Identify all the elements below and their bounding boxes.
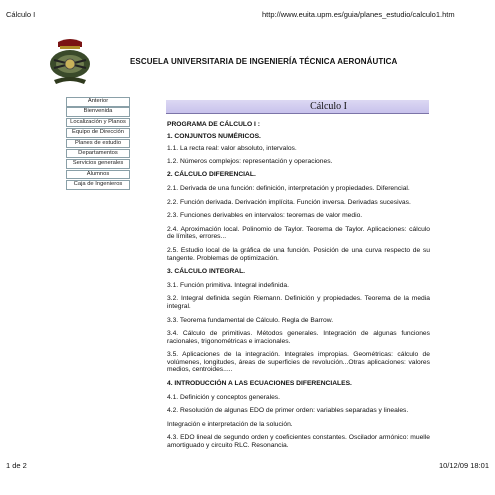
page-title-banner	[166, 100, 429, 114]
nav-anterior[interactable]: Anterior	[66, 97, 130, 107]
nav-departamentos[interactable]: Departamentos	[66, 149, 130, 159]
section-heading: 1. CONJUNTOS NUMÉRICOS.	[167, 132, 261, 140]
topic-item: 4.2. Resolución de algunas EDO de primer orden: variables separadas y lineales.	[167, 407, 409, 415]
section-heading: 2. CÁLCULO DIFERENCIAL.	[167, 171, 256, 179]
nav-localizacion[interactable]: Localización y Planos	[66, 118, 130, 128]
topic-item: 1.2. Números complejos: representación y operaciones.	[167, 157, 333, 165]
page-title: Cálculo I	[310, 101, 347, 112]
topic-item: 2.4. Aproximación local. Polinomio de Taylor. Teorema de Taylor. Aplicaciones: cálculo de límites, errores...	[167, 225, 430, 241]
print-header-url: http://www.euita.upm.es/guia/planes_estudio/calculo1.htm	[262, 10, 455, 19]
topic-item: 4.3. EDO lineal de segundo orden y coeficientes constantes. Oscilador armónico: muelle amortiguado y circuito RLC. Resonancia.	[167, 434, 430, 450]
program-title: PROGRAMA DE CÁLCULO I :	[167, 121, 261, 128]
program-content	[167, 121, 430, 450]
topic-item: 1.1. La recta real: valor absoluto, intervalos.	[167, 145, 297, 153]
print-header-title: Cálculo I	[6, 10, 36, 19]
nav-alumnos[interactable]: Alumnos	[66, 170, 130, 180]
topic-item: 3.5. Aplicaciones de la integración. Integrales impropias. Geométricas: cálculo de volúmenes, longitudes, áreas de superficies de revolución...Otras aplicaciones: valores medios, centroides.....	[167, 351, 430, 374]
university-crest-icon	[48, 38, 92, 86]
school-name: ESCUELA UNIVERSITARIA DE INGENIERÍA TÉCNICA AERONÁUTICA	[130, 57, 398, 66]
print-footer-page: 1 de 2	[6, 461, 27, 470]
topic-item: 3.3. Teorema fundamental de Cálculo. Regla de Barrow.	[167, 316, 334, 324]
nav-planes-estudio[interactable]: Planes de estudio	[66, 139, 130, 149]
section-heading: 3. CÁLCULO INTEGRAL.	[167, 268, 246, 276]
nav-servicios-generales[interactable]: Servicios generales	[66, 159, 130, 169]
print-footer-datetime: 10/12/09 18:01	[438, 461, 489, 470]
nav-equipo-direccion[interactable]: Equipo de Dirección	[66, 128, 130, 138]
sidebar-nav	[66, 97, 130, 191]
topic-item: 3.2. Integral definida según Riemann. Definición y propiedades. Teorema de la media integral.	[167, 295, 430, 310]
section-heading: 4. INTRODUCCIÓN A LAS ECUACIONES DIFERENCIALES.	[167, 380, 352, 388]
topic-item: 2.2. Función derivada. Derivación implícita. Función inversa. Derivadas sucesivas.	[167, 198, 411, 206]
topic-item: 2.5. Estudio local de la gráfica de una función. Posición de una curva respecto de su tangente. Problemas de optimización.	[167, 246, 430, 262]
topic-item: 2.1. Derivada de una función: definición, interpretación y propiedades. Diferencial.	[167, 184, 410, 192]
topic-item: 3.1. Función primitiva. Integral indefinida.	[167, 281, 289, 289]
topic-item: 4.1. Definición y conceptos generales.	[167, 393, 281, 401]
nav-bienvenida[interactable]: Bienvenida	[66, 107, 130, 117]
nav-caja-ingenieros[interactable]: Caja de Ingenieros	[66, 180, 130, 190]
topic-item: 3.4. Cálculo de primitivas. Métodos generales. Integración de algunas funciones racionales, trigonométricas e irracionales.	[167, 330, 430, 345]
topic-item: 2.3. Funciones derivables en intervalos: teoremas de valor medio.	[167, 212, 363, 220]
topic-item: Integración e interpretación de la solución.	[167, 420, 293, 428]
